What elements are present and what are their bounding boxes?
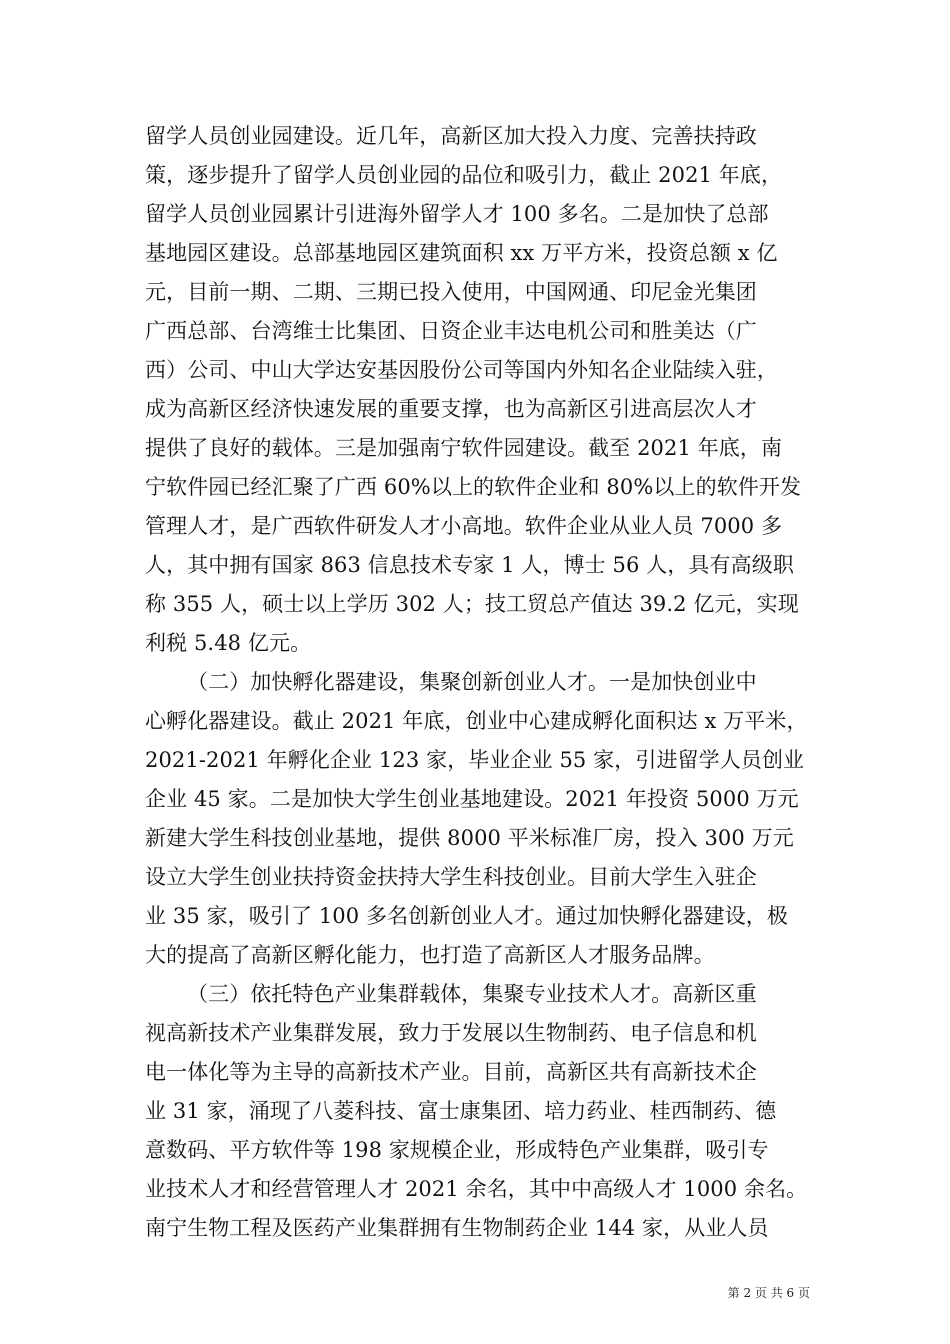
text-line: 人，其中拥有国家 863 信息技术专家 1 人，博士 56 人，具有高级职 (145, 553, 794, 577)
text-line: 策，逐步提升了留学人员创业园的品位和吸引力，截止 2021 年底， (145, 163, 783, 187)
text-line: 提供了良好的载体。三是加强南宁软件园建设。截至 2021 年底，南 (145, 436, 783, 460)
text-line: 2021-2021 年孵化企业 123 家，毕业企业 55 家，引进留学人员创业 (145, 748, 805, 772)
text-line: 业 31 家，涌现了八菱科技、富士康集团、培力药业、桂西制药、德 (145, 1099, 777, 1123)
text-line: 意数码、平方软件等 198 家规模企业，形成特色产业集群，吸引专 (145, 1138, 769, 1162)
text-line: 企业 45 家。二是加快大学生创业基地建设。2021 年投资 5000 万元 (145, 787, 799, 811)
paragraph-start-line: （三）依托特色产业集群载体，集聚专业技术人才。高新区重 (187, 982, 757, 1006)
text-line: 利税 5.48 亿元。 (145, 631, 312, 655)
text-line: 成为高新区经济快速发展的重要支撑，也为高新区引进高层次人才 (145, 397, 757, 421)
text-line: 广西总部、台湾维士比集团、日资企业丰达电机公司和胜美达（广 (145, 319, 757, 343)
text-line: 大的提高了高新区孵化能力，也打造了高新区人才服务品牌。 (145, 943, 715, 967)
text-line: 视高新技术产业集群发展，致力于发展以生物制药、电子信息和机 (145, 1021, 757, 1045)
text-line: 基地园区建设。总部基地园区建筑面积 xx 万平方米，投资总额 x 亿 (145, 241, 778, 265)
text-line: 新建大学生科技创业基地，提供 8000 平米标准厂房，投入 300 万元 (145, 826, 794, 850)
text-line: 业 35 家，吸引了 100 多名创新创业人才。通过加快孵化器建设，极 (145, 904, 789, 928)
page-number: 第 2 页 共 6 页 (727, 1286, 810, 1300)
text-line: 电一体化等为主导的高新技术产业。目前，高新区共有高新技术企 (145, 1060, 757, 1084)
text-line: 留学人员创业园累计引进海外留学人才 100 多名。二是加快了总部 (145, 202, 769, 226)
document-body (145, 117, 807, 1248)
text-line: 心孵化器建设。截止 2021 年底，创业中心建成孵化面积达 x 万平米， (145, 709, 808, 733)
text-line: 管理人才，是广西软件研发人才小高地。软件企业从业人员 7000 多 (145, 514, 783, 538)
text-line: 称 355 人，硕士以上学历 302 人；技工贸总产值达 39.2 亿元，实现 (145, 592, 799, 616)
text-line: 业技术人才和经营管理人才 2021 余名，其中中高级人才 1000 余名。 (145, 1177, 808, 1201)
text-line: 宁软件园已经汇聚了广西 60%以上的软件企业和 80%以上的软件开发 (145, 475, 802, 499)
text-line: 元，目前一期、二期、三期已投入使用，中国网通、印尼金光集团 (145, 280, 757, 304)
text-line: 设立大学生创业扶持资金扶持大学生科技创业。目前大学生入驻企 (145, 865, 757, 889)
text-line: 西）公司、中山大学达安基因股份公司等国内外知名企业陆续入驻， (145, 358, 778, 382)
text-line: 南宁生物工程及医药产业集群拥有生物制药企业 144 家，从业人员 (145, 1216, 769, 1240)
text-line: 留学人员创业园建设。近几年，高新区加大投入力度、完善扶持政 (145, 124, 757, 148)
paragraph-start-line: （二）加快孵化器建设，集聚创新创业人才。一是加快创业中 (187, 670, 757, 694)
